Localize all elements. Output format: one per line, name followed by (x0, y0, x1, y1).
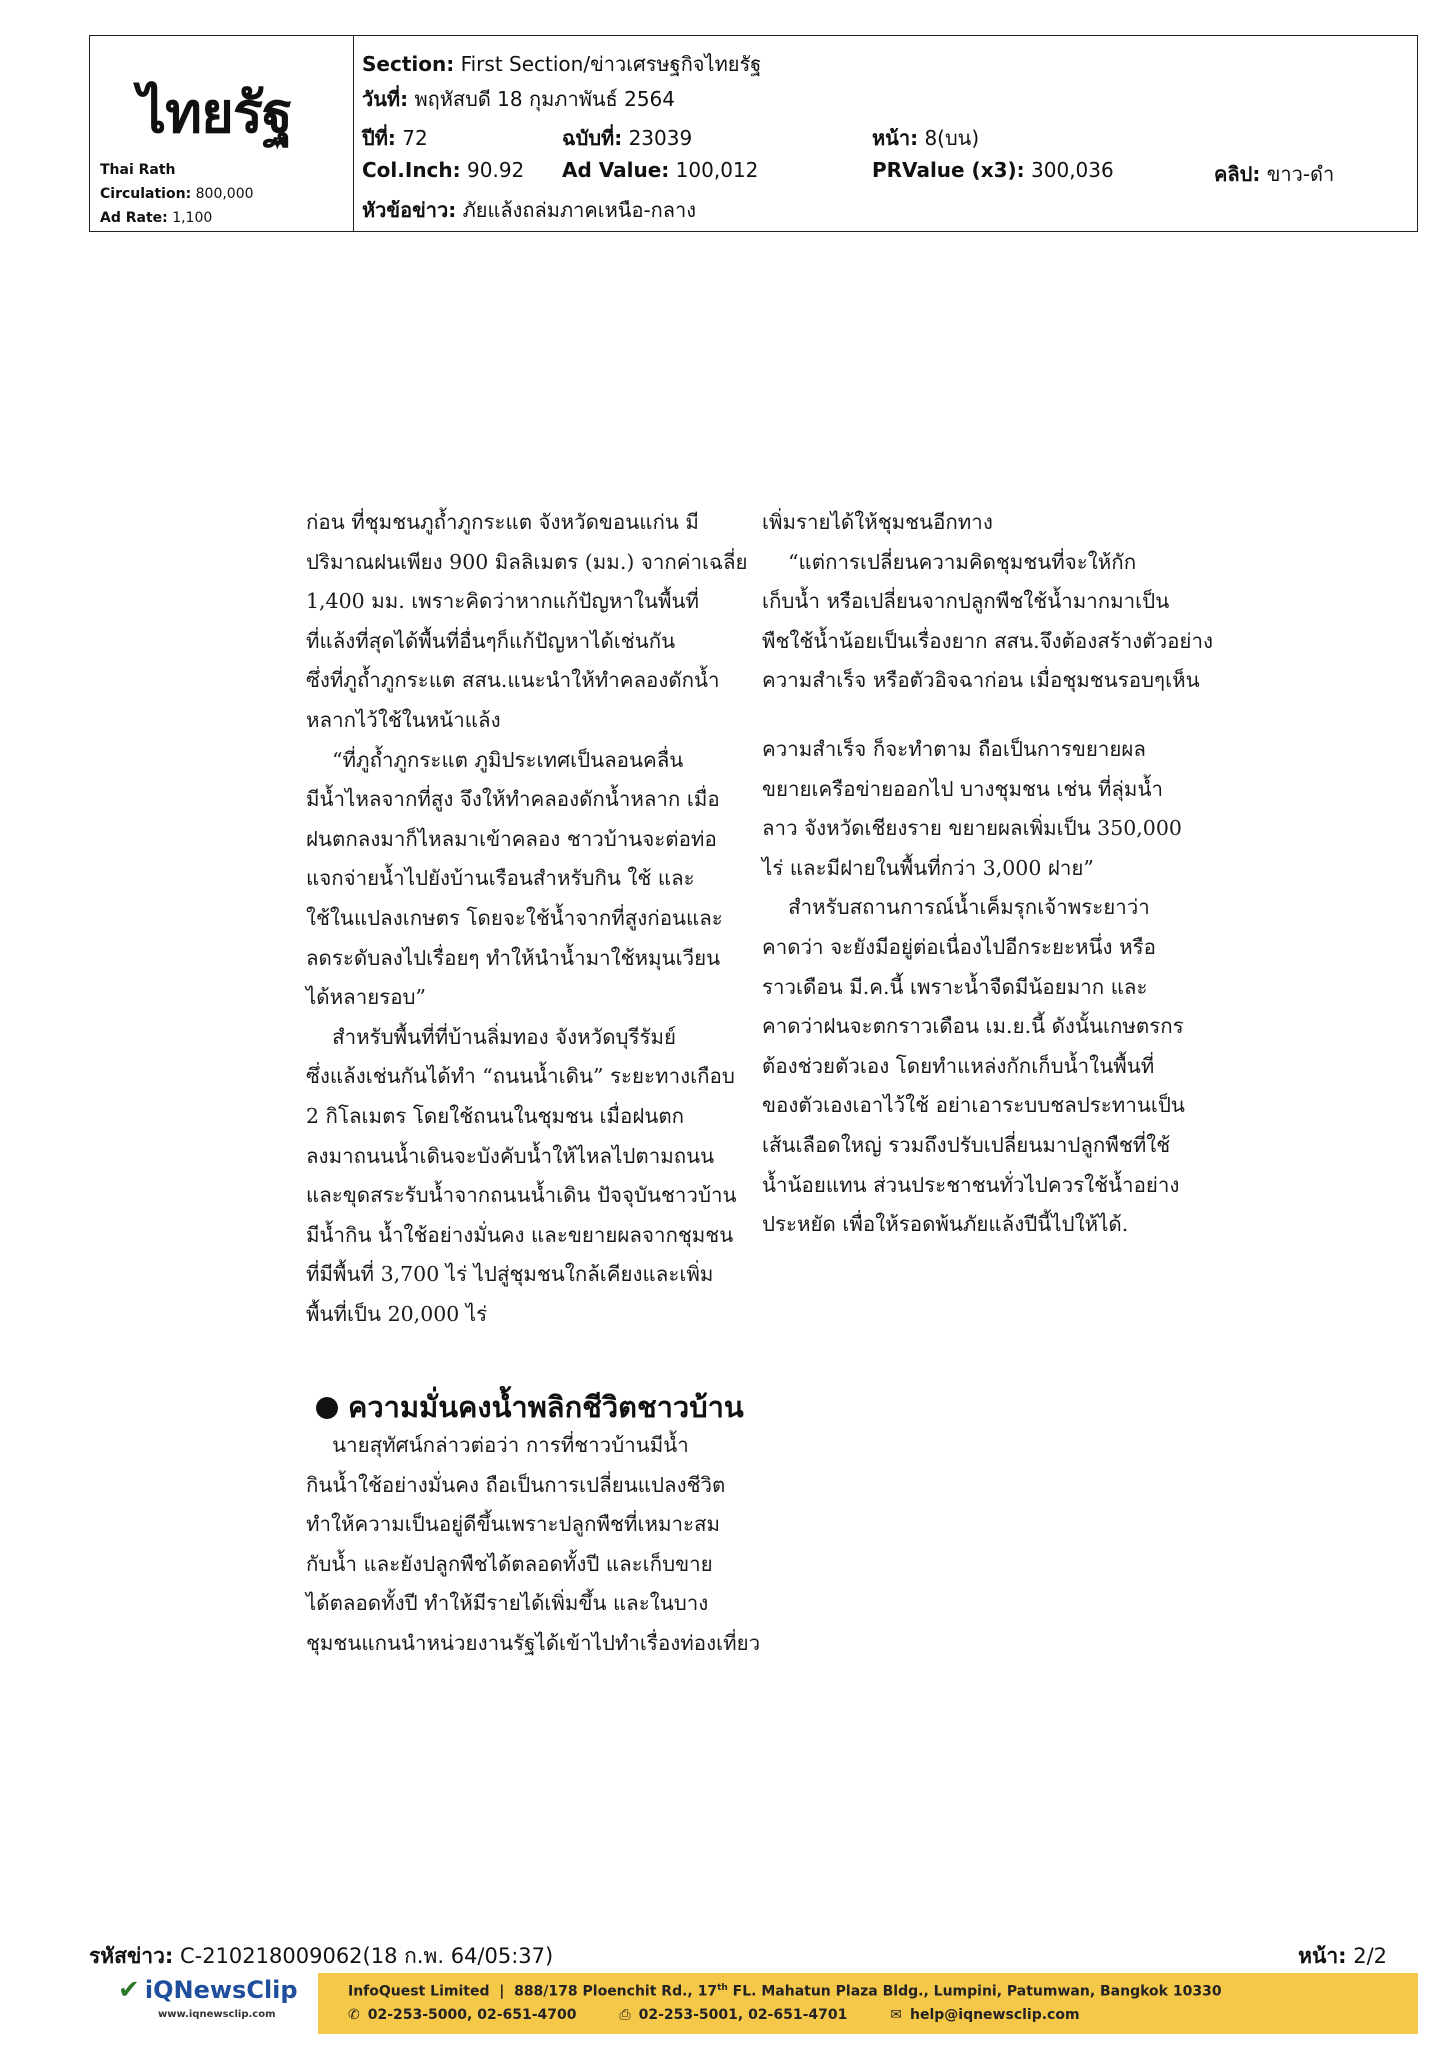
article-column-right (762, 503, 1213, 701)
text-line: ของตัวเองเอาไว้ใช้ อย่าเอาระบบชลประทานเป็น (762, 1093, 1185, 1118)
text-line: ซึ่งที่ภูถ้ำภูกระแต สสน.แนะนำให้ทำคลองดักน้ำ (306, 668, 720, 693)
text-line: เพิ่มรายได้ให้ชุมชนอีกทาง (762, 510, 993, 534)
text-line: ได้ตลอดทั้งปี ทำให้มีรายได้เพิ่มขึ้น และในบาง (306, 1591, 709, 1616)
article-column-left-continued (306, 1426, 760, 1664)
colinch-field (362, 158, 524, 182)
text-line: ก่อน ที่ชุมชนภูถ้ำภูกระแต จังหวัดขอนแก่น มี (306, 510, 699, 534)
phone-icon: ✆ (348, 2007, 360, 2023)
company-address: InfoQuest Limited | 888/178 Ploenchit Rd., 17th FL. Mahatun Plaza Bldg., Lumpini, Patumwan, Bangkok 10330 (348, 1983, 1222, 2000)
year-value: 72 (402, 126, 428, 150)
ad-value-label: Ad Value: (562, 158, 670, 182)
iqnewsclip-logo (118, 1975, 298, 2020)
text-line: ซึ่งแล้งเช่นกันได้ทำ “ถนนน้ำเดิน” ระยะทางเกือบ (306, 1064, 735, 1089)
text-line: สำหรับพื้นที่ที่บ้านลิ่มทอง จังหวัดบุรีรัมย์ (306, 1024, 677, 1049)
date-value: พฤหัสบดี 18 กุมภาพันธ์ 2564 (414, 87, 676, 111)
text-line: พืชใช้น้ำน้อยเป็นเรื่องยาก สสน.จึงต้องสร้างตัวอย่าง (762, 628, 1213, 653)
section-label: Section: (362, 52, 455, 76)
ad-value-field (562, 158, 758, 182)
brand-check-icon: ✔ (118, 1975, 140, 2005)
text-line: “แต่การเปลี่ยนความคิดชุมชนที่จะให้กัก (762, 549, 1137, 574)
issue-field (562, 122, 692, 154)
text-line: พื้นที่เป็น 20,000 ไร่ (306, 1301, 488, 1326)
text-line: ใช้ในแปลงเกษตร โดยจะใช้น้ำจากที่สูงก่อนและ (306, 905, 723, 930)
issue-value: 23039 (628, 126, 693, 150)
clipping-header (89, 35, 1418, 232)
text-line: ที่แล้งที่สุดได้พื้นที่อื่นๆก็แก้ปัญหาได้เช่นกัน (306, 628, 676, 653)
email-address: help@iqnewsclip.com (909, 2007, 1080, 2023)
newspaper-logo: ไทยรัฐ (138, 80, 292, 146)
article-subheading (316, 1384, 744, 1430)
year-label: ปีที่: (362, 126, 396, 150)
text-line: ลงมาถนนน้ำเดินจะบังคับน้ำให้ไหลไปตามถนน (306, 1143, 715, 1168)
text-line: สำหรับสถานการณ์น้ำเค็มรุกเจ้าพระยาว่า (762, 895, 1150, 920)
address-pre: 888/178 Ploenchit Rd., 17 (514, 1983, 718, 2000)
text-line: น้ำน้อยแทน ส่วนประชาชนทั่วไปควรใช้น้ำอย่าง (762, 1172, 1180, 1197)
text-line: และขุดสระรับน้ำจากถนนน้ำเดิน ปัจจุบันชาวบ้าน (306, 1183, 737, 1208)
text-line: ลาว จังหวัดเชียงราย ขยายผลเพิ่มเป็น 350,000 (762, 816, 1182, 841)
contact-bar (318, 1973, 1418, 2034)
company-name: InfoQuest Limited (348, 1983, 490, 2000)
page-label: หน้า: (872, 126, 919, 150)
circulation-value: 800,000 (195, 186, 254, 202)
text-line: ความสำเร็จ หรือตัวอิจฉาก่อน เมื่อชุมชนรอบๆเห็น (762, 668, 1200, 693)
text-line: เก็บน้ำ หรือเปลี่ยนจากปลูกพืชใช้น้ำมากมาเป็น (762, 589, 1170, 614)
text-line: กับน้ำ และยังปลูกพืชได้ตลอดทั้งปี และเก็บขาย (306, 1551, 713, 1576)
news-code (89, 1940, 553, 1973)
pr-value-label: PRValue (x3): (872, 158, 1025, 182)
text-line: ปริมาณฝนเพียง 900 มิลลิเมตร (มม.) จากค่าเฉลี่ย (306, 549, 748, 574)
text-line: ฝนตกลงมาก็ไหลมาเข้าคลอง ชาวบ้านจะต่อท่อ (306, 826, 717, 851)
ad-rate (100, 210, 212, 226)
article-column-right-continued (762, 730, 1185, 1245)
page-field (872, 122, 979, 154)
text-line: 1,400 มม. เพราะคิดว่าหากแก้ปัญหาในพื้นที่ (306, 589, 699, 614)
text-line: ไร่ และมีฝายในพื้นที่กว่า 3,000 ฝาย” (762, 855, 1094, 880)
text-line: ราวเดือน มี.ค.นี้ เพราะน้ำจืดมีน้อยมาก และ (762, 974, 1148, 999)
text-line: “ที่ภูถ้ำภูกระแต ภูมิประเทศเป็นลอนคลื่น (306, 747, 684, 772)
text-line: คาดว่า จะยังมีอยู่ต่อเนื่องไปอีกระยะหนึ่ง หรือ (762, 934, 1156, 959)
text-line: ได้หลายรอบ” (306, 985, 427, 1010)
headline-value: ภัยแล้งถล่มภาคเหนือ-กลาง (462, 198, 697, 222)
clip-label: คลิป: (1214, 162, 1261, 186)
article-column-left (306, 503, 748, 1334)
fax-icon: ⎙ (619, 2007, 631, 2023)
date-label: วันที่: (362, 87, 409, 111)
text-line: มีน้ำไหลจากที่สูง จึงให้ทำคลองดักน้ำหลาก เมื่อ (306, 787, 720, 812)
headline-label: หัวข้อข่าว: (362, 198, 457, 222)
bullet-icon (316, 1397, 338, 1419)
circulation (100, 186, 254, 202)
text-line: ต้องช่วยตัวเอง โดยทำแหล่งกักเก็บน้ำในพื้นที่ (762, 1053, 1155, 1078)
headline-field (362, 194, 696, 226)
ad-rate-label: Ad Rate: (100, 210, 168, 226)
pr-value-value: 300,036 (1031, 158, 1114, 182)
section-value: First Section/ข่าวเศรษฐกิจไทยรัฐ (460, 52, 762, 76)
colinch-value: 90.92 (467, 158, 525, 182)
ad-value-value: 100,012 (675, 158, 759, 182)
page-number-label: หน้า: (1298, 1944, 1347, 1968)
page-number (1298, 1940, 1387, 1973)
email-icon: ✉ (890, 2007, 902, 2023)
section-field (362, 48, 761, 80)
text-line: คาดว่าฝนจะตกราวเดือน เม.ย.นี้ ดังนั้นเกษตรกร (762, 1014, 1184, 1039)
circulation-label: Circulation: (100, 186, 192, 202)
subheading-text: ความมั่นคงน้ำพลิกชีวิตชาวบ้าน (348, 1390, 744, 1424)
brand-name: iQNewsClip (144, 1976, 298, 2004)
contact-row (348, 2007, 1118, 2023)
address-post: FL. Mahatun Plaza Bldg., Lumpini, Patumwan, Bangkok 10330 (732, 1983, 1222, 2000)
text-line: กินน้ำใช้อย่างมั่นคง ถือเป็นการเปลี่ยนแปลงชีวิต (306, 1472, 726, 1497)
brand-url: www.iqnewsclip.com (158, 2009, 276, 2020)
text-line: เส้นเลือดใหญ่ รวมถึงปรับเปลี่ยนมาปลูกพืชที่ใช้ (762, 1132, 1171, 1157)
text-line: ประหยัด เพื่อให้รอดพ้นภัยแล้งปีนี้ไปให้ได้. (762, 1212, 1129, 1237)
text-line: แจกจ่ายน้ำไปยังบ้านเรือนสำหรับกิน ใช้ และ (306, 866, 695, 891)
phone-numbers: 02-253-5000, 02-651-4700 (367, 2007, 577, 2023)
text-line: ที่มีพื้นที่ 3,700 ไร่ ไปสู่ชุมชนใกล้เคียงและเพิ่ม (306, 1262, 714, 1287)
fax-numbers: 02-253-5001, 02-651-4701 (638, 2007, 848, 2023)
text-line: หลากไว้ใช้ในหน้าแล้ง (306, 707, 501, 732)
page-number-value: 2/2 (1353, 1944, 1387, 1968)
text-line: 2 กิโลเมตร โดยใช้ถนนในชุมชน เมื่อฝนตก (306, 1103, 685, 1128)
text-line: ชุมชนแกนนำหน่วยงานรัฐได้เข้าไปทำเรื่องท่องเที่ยว (306, 1630, 761, 1655)
date-field (362, 83, 675, 115)
page-value: 8(บน) (924, 126, 980, 150)
pr-value-field (872, 158, 1114, 182)
text-line: ลดระดับลงไปเรื่อยๆ ทำให้นำน้ำมาใช้หมุนเวียน (306, 945, 721, 970)
clip-value: ขาว-ดำ (1266, 162, 1335, 186)
colinch-label: Col.Inch: (362, 158, 461, 182)
clip-field (1214, 158, 1334, 190)
news-code-value: C-210218009062(18 ก.พ. 64/05:37) (179, 1944, 554, 1968)
address-sup: th (717, 1983, 728, 1993)
issue-label: ฉบับที่: (562, 126, 623, 150)
text-line: นายสุทัศน์กล่าวต่อว่า การที่ชาวบ้านมีน้ำ (306, 1433, 689, 1457)
year-field (362, 122, 428, 154)
text-line: ทำให้ความเป็นอยู่ดีขึ้นเพราะปลูกพืชที่เหมาะสม (306, 1512, 721, 1537)
publication-name: Thai Rath (100, 162, 176, 178)
text-line: ความสำเร็จ ก็จะทำตาม ถือเป็นการขยายผล (762, 737, 1146, 761)
text-line: ขยายเครือข่ายออกไป บางชุมชน เช่น ที่ลุ่มน้ำ (762, 776, 1163, 801)
ad-rate-value: 1,100 (172, 210, 213, 226)
text-line: มีน้ำกิน น้ำใช้อย่างมั่นคง และขยายผลจากชุมชน (306, 1222, 734, 1247)
news-code-label: รหัสข่าว: (89, 1944, 174, 1968)
publication-panel (90, 36, 354, 231)
